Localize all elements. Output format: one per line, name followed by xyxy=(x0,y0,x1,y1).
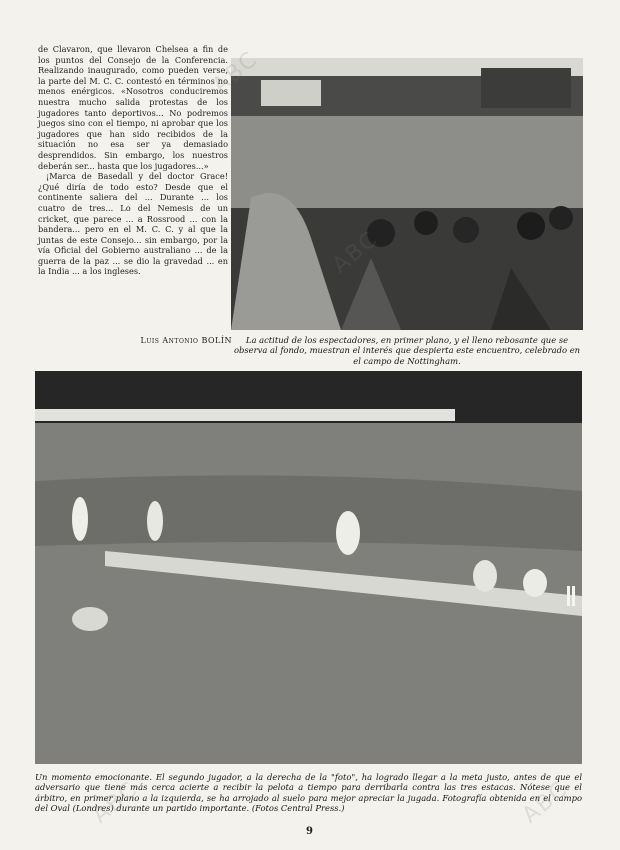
article-column xyxy=(38,44,228,277)
page-number: 9 xyxy=(306,826,313,837)
article-paragraph: de Clavaron, que llevaron Chelsea a fin de los puntos del Consejo de la Conferencia. Realizando inaugurado, como pueden verse, la parte del M. C. C. contestó en términos no menos enérgicos. «Nosotros conduciremos nuestra mucho salida protestas de los jugadores tanto deportivos... No podremos juegos sino con el tiempo, ni aprobar que los jugadores que han sido recibidos de la situación no esa ser ya demasiado desprendidos. Sin embargo, los nuestros deberán ser... hasta que los jugadores...» xyxy=(38,44,228,171)
spectators-photo xyxy=(231,58,583,330)
spectators-caption: La actitud de los espectadores, en primer plano, y el lleno rebosante que se observa al fondo, muestran el interés que despierta este encuentro, celebrado en el campo de Nottingham. xyxy=(233,335,581,366)
article-paragraph: ¡Marca de Basedall y del doctor Grace! ¿Qué diría de todo esto? Desde que el continente saliera del ... Durante ... los cuatro de tres... Lo del Nemesis de un cricket, que parece ... a Rossrood ... con la bandera... pero en el M. C. C. y al que la juntas de este Consejo... sin embargo, por la vía Oficial del Gobierno australiano ... de la guerra de la paz ... se dio la gravedad ... en la India ... a los ingleses. xyxy=(38,171,228,277)
watermark: ABC xyxy=(517,776,574,829)
cricket-match-photo xyxy=(35,371,582,764)
watermark: ABC xyxy=(87,776,144,829)
match-caption: Un momento emocionante. El segundo jugador, a la derecha de la "foto", ha logrado llegar a la meta justo, antes de que el adversario que tiene más cerca acierte a recibir la pelota a tiempo para derribarla contra las tres estacas. Nótese que el árbitro, en primer plano a la izquierda, se ha arrojado al suelo para mejor apreciar la jugada. Fotografía obtenida en el campo del Oval (Londres) durante un partido importante. (Fotos Central Press.) xyxy=(35,772,582,814)
author-signature: Luis Antonio BOLÍN xyxy=(140,336,232,345)
